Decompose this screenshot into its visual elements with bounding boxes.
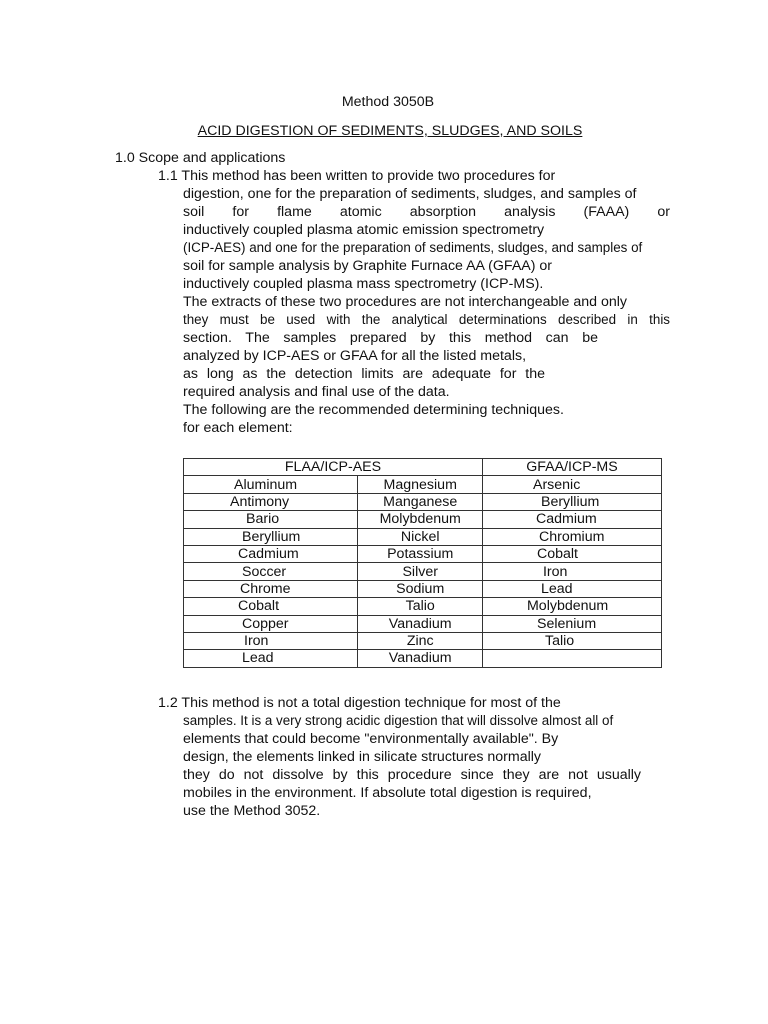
table-cell: Beryllium bbox=[184, 528, 358, 545]
paragraph-line: required analysis and final use of the data. bbox=[183, 384, 450, 400]
table-row bbox=[184, 563, 662, 580]
table-cell bbox=[482, 650, 661, 667]
document-subtitle bbox=[0, 122, 768, 140]
table-row bbox=[184, 598, 662, 615]
paragraph-line: analyzed by ICP-AES or GFAA for all the listed metals, bbox=[183, 348, 527, 364]
table-cell: Beryllium bbox=[482, 493, 661, 510]
paragraph-line: they do not dissolve by this procedure since they are not usually bbox=[183, 767, 641, 783]
paragraph-line: inductively coupled plasma atomic emission spectrometry bbox=[183, 222, 545, 238]
table-cell: Molybdenum bbox=[482, 598, 661, 615]
method-title: Method 3050B bbox=[341, 94, 435, 110]
table-row bbox=[184, 615, 662, 632]
table-row bbox=[184, 511, 662, 528]
table-row bbox=[184, 632, 662, 649]
paragraph-1-2-body bbox=[158, 712, 670, 820]
table-cell: Iron bbox=[184, 632, 358, 649]
table-cell: Magnesium bbox=[358, 476, 483, 493]
header-gfaa-icp-ms: GFAA/ICP-MS bbox=[482, 459, 661, 476]
paragraph-1-1-first-line: 1.1 This method has been written to provide two procedures for bbox=[158, 168, 556, 184]
paragraph-line: soil for sample analysis by Graphite Furnace AA (GFAA) or bbox=[183, 258, 553, 274]
table-cell: Potassium bbox=[358, 545, 483, 562]
table-cell: Chromium bbox=[482, 528, 661, 545]
table-row bbox=[184, 476, 662, 493]
paragraph-line: inductively coupled plasma mass spectrometry (ICP-MS). bbox=[183, 276, 544, 292]
paragraph-line: The extracts of these two procedures are not interchangeable and only bbox=[183, 294, 628, 310]
section-heading: 1.0 Scope and applications bbox=[115, 150, 286, 166]
table-cell: Talio bbox=[482, 632, 661, 649]
paragraph-line: The following are the recommended determining techniques. bbox=[183, 402, 564, 418]
table-cell: Silver bbox=[358, 563, 483, 580]
table-cell: Manganese bbox=[358, 493, 483, 510]
paragraph-1-2-first-line: 1.2 This method is not a total digestion technique for most of the bbox=[158, 695, 561, 711]
table-cell: Cadmium bbox=[184, 545, 358, 562]
paragraph-line: they must be used with the analytical determinations described in this bbox=[183, 312, 670, 327]
table-cell: Arsenic bbox=[482, 476, 661, 493]
paragraph-line: for each element: bbox=[183, 420, 293, 436]
paragraph-line: mobiles in the environment. If absolute total digestion is required, bbox=[183, 785, 592, 801]
table-row bbox=[184, 545, 662, 562]
table-cell: Lead bbox=[184, 650, 358, 667]
paragraph-line: (ICP-AES) and one for the preparation of sediments, sludges, and samples of bbox=[183, 240, 643, 255]
table-cell: Lead bbox=[482, 580, 661, 597]
table-cell: Sodium bbox=[358, 580, 483, 597]
table-cell: Vanadium bbox=[358, 650, 483, 667]
paragraph-line: elements that could become "environmentally available". By bbox=[183, 731, 559, 747]
table-cell: Cobalt bbox=[482, 545, 661, 562]
table-header-row bbox=[184, 459, 662, 476]
paragraph-line: section. The samples prepared by this method can be bbox=[183, 330, 598, 346]
table-cell: Soccer bbox=[184, 563, 358, 580]
paragraph-line: samples. It is a very strong acidic digestion that will dissolve almost all of bbox=[183, 713, 614, 728]
table-row bbox=[184, 580, 662, 597]
table-cell: Antimony bbox=[184, 493, 358, 510]
table-cell: Bario bbox=[184, 511, 358, 528]
table-cell: Iron bbox=[482, 563, 661, 580]
table-cell: Chrome bbox=[184, 580, 358, 597]
table-cell: Aluminum bbox=[184, 476, 358, 493]
table-row bbox=[184, 528, 662, 545]
table-row bbox=[184, 493, 662, 510]
table-cell: Molybdenum bbox=[358, 511, 483, 528]
table-cell: Vanadium bbox=[358, 615, 483, 632]
paragraph-1-1-body bbox=[158, 185, 670, 437]
table-cell: Cadmium bbox=[482, 511, 661, 528]
paragraph-line: use the Method 3052. bbox=[183, 803, 321, 819]
table-cell: Cobalt bbox=[184, 598, 358, 615]
paragraph-line: design, the elements linked in silicate structures normally bbox=[183, 749, 542, 765]
table-row bbox=[184, 650, 662, 667]
table-cell: Selenium bbox=[482, 615, 661, 632]
table-cell: Nickel bbox=[358, 528, 483, 545]
header-flaa-icp-aes: FLAA/ICP-AES bbox=[184, 459, 483, 476]
element-techniques-table bbox=[183, 458, 662, 668]
table-cell: Zinc bbox=[358, 632, 483, 649]
subtitle-text: ACID DIGESTION OF SEDIMENTS, SLUDGES, AND SOILS bbox=[197, 123, 583, 139]
paragraph-1-1 bbox=[158, 167, 670, 437]
table-cell: Talio bbox=[358, 598, 483, 615]
paragraph-line: soil for flame atomic absorption analysis (FAAA) or bbox=[183, 204, 670, 220]
table-cell: Copper bbox=[184, 615, 358, 632]
paragraph-1-2 bbox=[158, 694, 670, 820]
paragraph-line: as long as the detection limits are adequate for the bbox=[183, 366, 545, 382]
paragraph-line: digestion, one for the preparation of sediments, sludges, and samples of bbox=[183, 186, 637, 202]
